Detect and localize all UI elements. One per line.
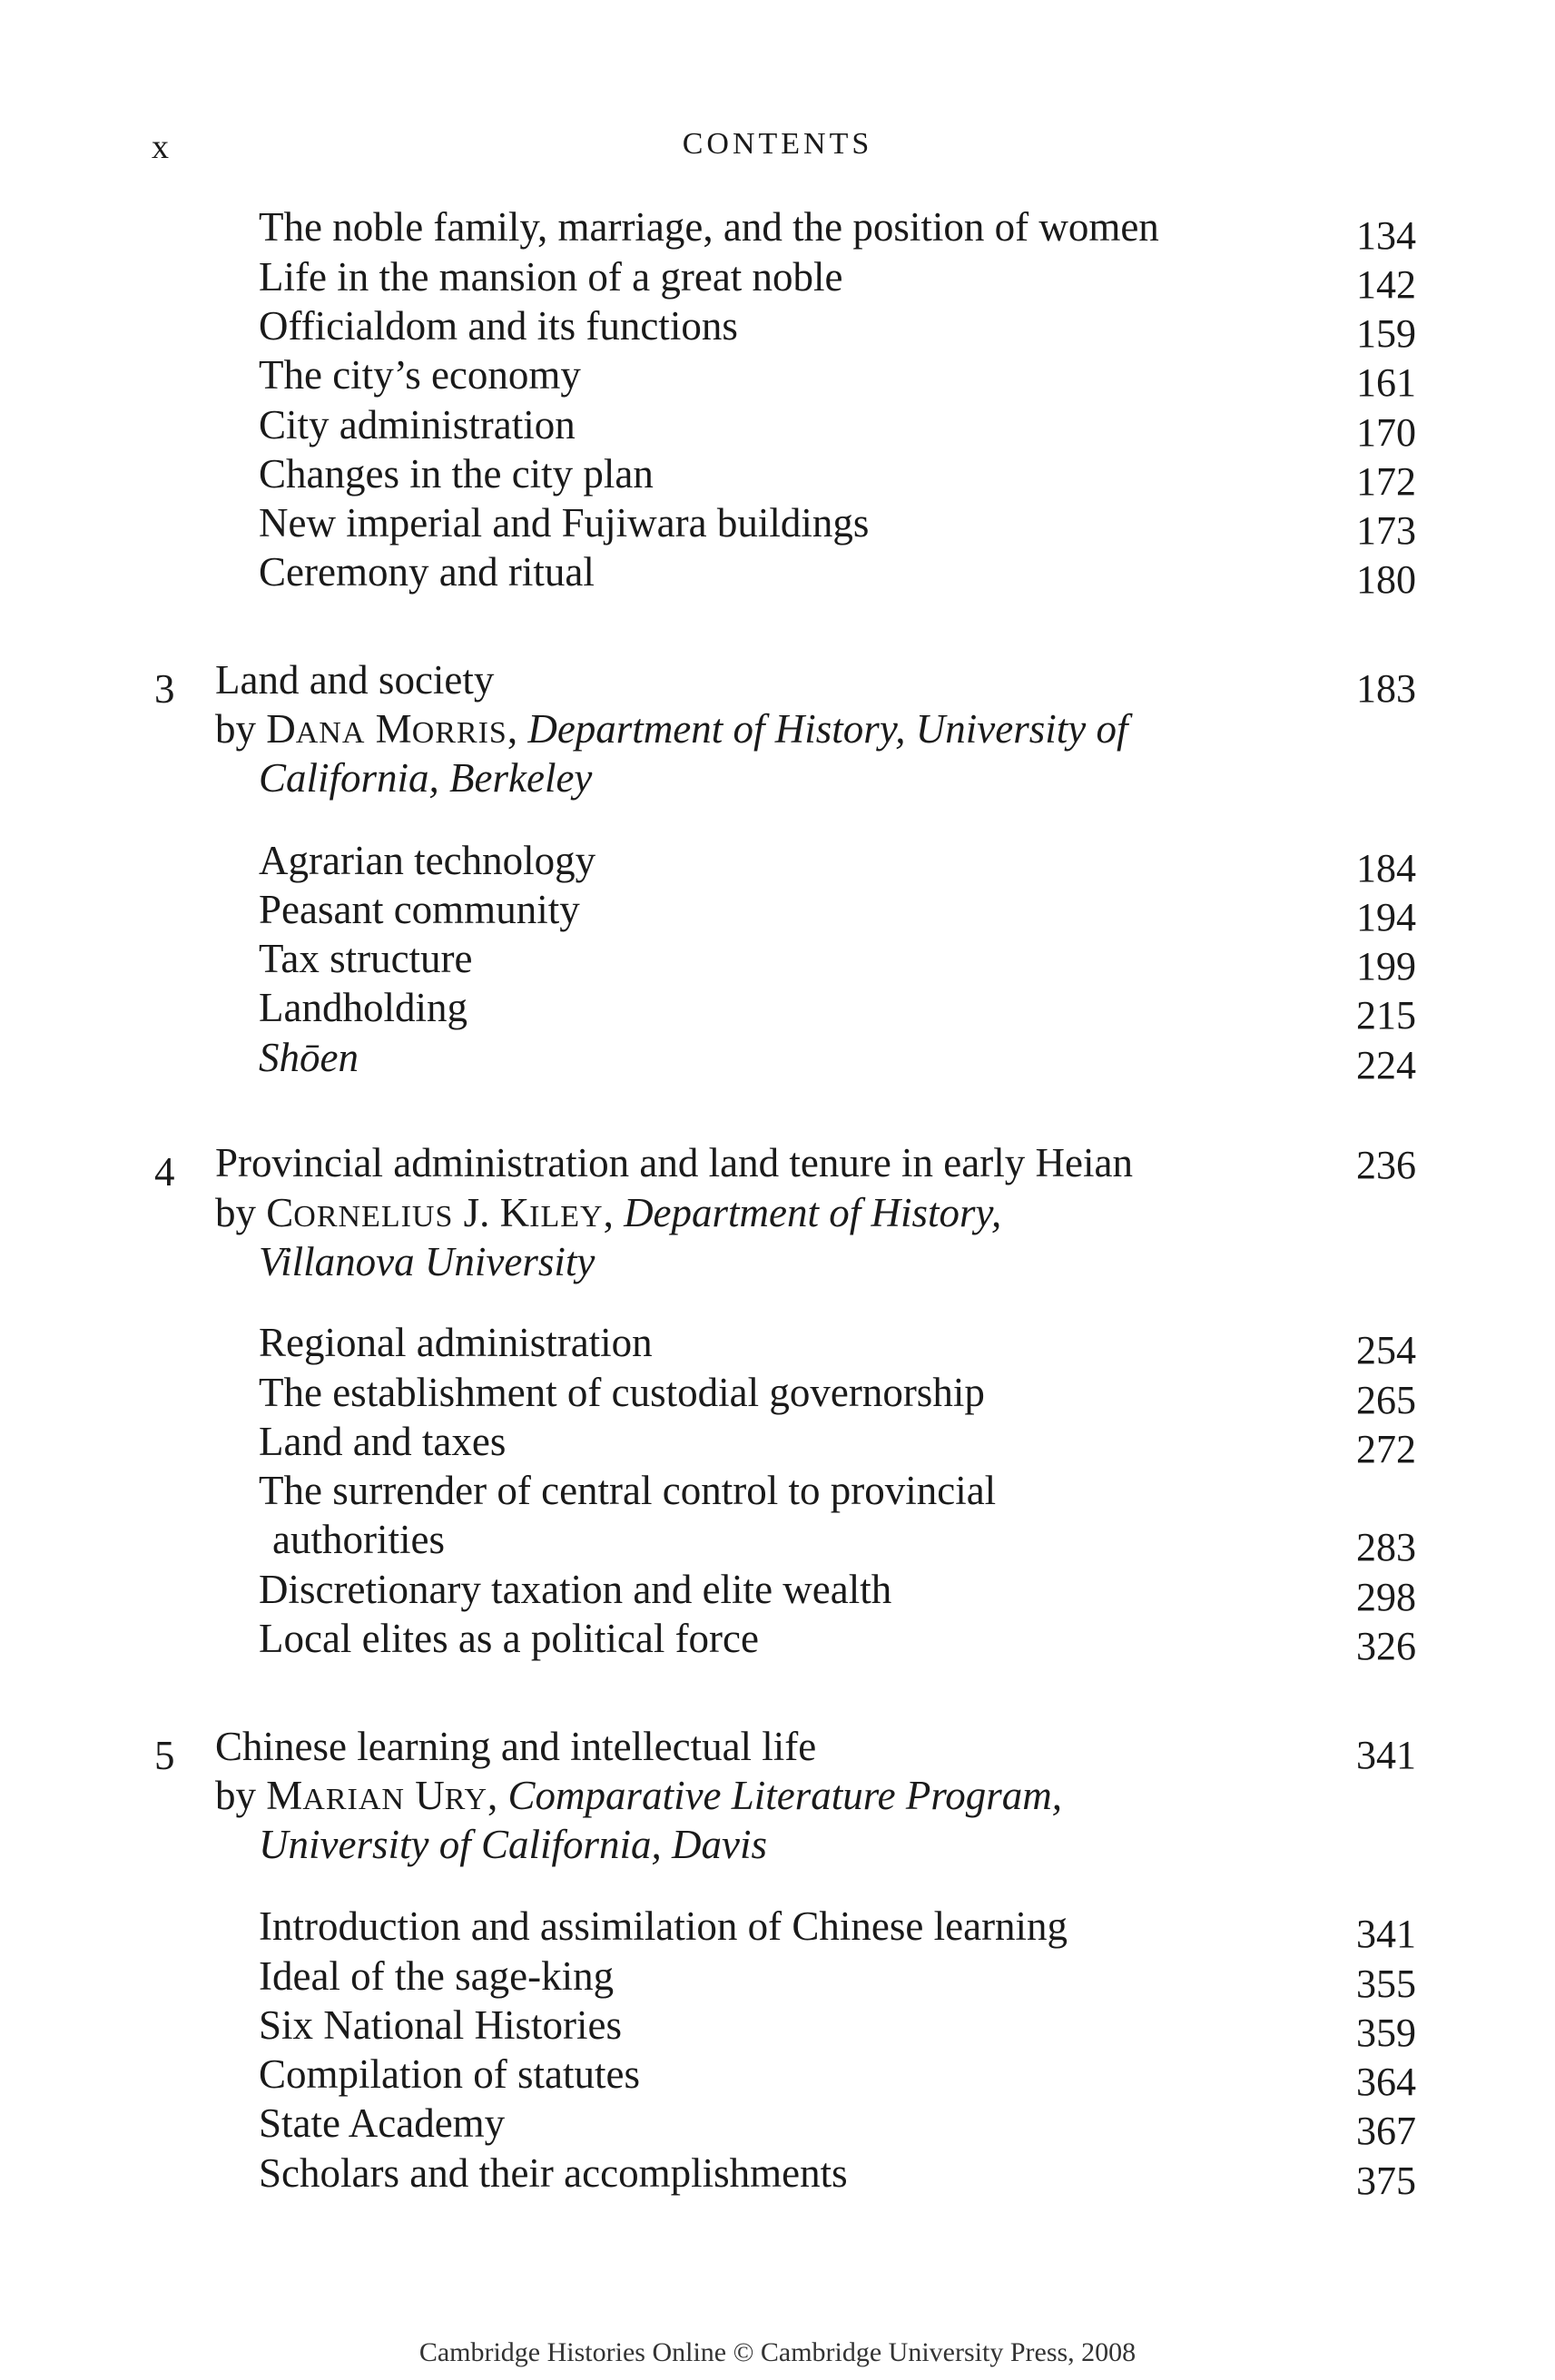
- toc-page-number: 183: [1356, 666, 1416, 711]
- toc-page-number: 375: [1356, 2159, 1416, 2203]
- author-initial: U: [415, 1773, 445, 1818]
- chapter-title[interactable]: Land and society: [215, 657, 495, 703]
- toc-page-number: 326: [1356, 1624, 1416, 1668]
- page-number: x: [152, 128, 170, 166]
- toc-page-number: 180: [1356, 557, 1416, 602]
- author-initial: M: [375, 706, 412, 752]
- toc-entry-cont[interactable]: authorities: [272, 1517, 445, 1562]
- toc-entry[interactable]: Compilation of statutes: [259, 2051, 640, 2097]
- copyright-footer: Cambridge Histories Online © Cambridge University Press, 2008: [418, 2337, 1137, 2367]
- toc-entry[interactable]: Six National Histories: [259, 2002, 622, 2048]
- chapter-number: 4: [154, 1149, 175, 1195]
- toc-entry[interactable]: Tax structure: [259, 936, 473, 981]
- byline-prefix: by: [215, 1190, 267, 1235]
- toc-entry[interactable]: New imperial and Fujiwara buildings: [259, 500, 870, 546]
- author-affiliation-cont: California, Berkeley: [259, 755, 593, 801]
- toc-page-number: 272: [1356, 1427, 1416, 1471]
- toc-page-number: 173: [1356, 508, 1416, 553]
- author-affiliation: Department of History,: [624, 1190, 1002, 1235]
- toc-page-number: 172: [1356, 459, 1416, 504]
- toc-entry[interactable]: Introduction and assimilation of Chinese learning: [259, 1903, 1068, 1949]
- toc-page-number: 134: [1356, 213, 1416, 258]
- author-initial: K: [499, 1190, 530, 1235]
- chapter-number: 5: [154, 1733, 175, 1778]
- toc-entry[interactable]: Ideal of the sage-king: [259, 1953, 615, 1999]
- byline-prefix: by: [215, 1773, 267, 1818]
- author-initial: C: [266, 1190, 294, 1235]
- toc-entry[interactable]: Scholars and their accomplishments: [259, 2150, 848, 2196]
- toc-entry[interactable]: City administration: [259, 402, 576, 447]
- toc-page-number: 159: [1356, 311, 1416, 356]
- toc-entry[interactable]: The city’s economy: [259, 352, 581, 398]
- toc-entry[interactable]: Ceremony and ritual: [259, 549, 595, 595]
- toc-page-number: 184: [1356, 846, 1416, 890]
- toc-entry[interactable]: Peasant community: [259, 887, 580, 932]
- author-affiliation: Comparative Literature Program,: [507, 1773, 1062, 1818]
- toc-page-number: 359: [1356, 2011, 1416, 2055]
- toc-entry[interactable]: Land and taxes: [259, 1419, 507, 1464]
- toc-entry[interactable]: Shōen: [259, 1035, 359, 1080]
- toc-entry[interactable]: The establishment of custodial governorship: [259, 1370, 985, 1415]
- toc-page-number: 341: [1356, 1733, 1416, 1777]
- toc-page-number: 283: [1356, 1525, 1416, 1569]
- toc-entry[interactable]: Landholding: [259, 985, 467, 1030]
- chapter-number: 3: [154, 666, 175, 712]
- byline-prefix: by: [215, 706, 267, 752]
- toc-page-number: 341: [1356, 1912, 1416, 1956]
- toc-page-number: 170: [1356, 410, 1416, 455]
- chapter-byline: by MARIAN URY, Comparative Literature Program,: [215, 1773, 1062, 1818]
- toc-entry[interactable]: Agrarian technology: [259, 838, 596, 883]
- author-affiliation-cont: University of California, Davis: [259, 1822, 767, 1867]
- author-affiliation-cont: Villanova University: [259, 1239, 595, 1284]
- author-name-rest: ORRIS: [411, 716, 507, 750]
- toc-entry[interactable]: Officialdom and its functions: [259, 303, 738, 349]
- chapter-byline: by DANA MORRIS, Department of History, University of: [215, 706, 1128, 752]
- toc-entry[interactable]: The surrender of central control to provincial: [259, 1468, 997, 1513]
- author-initial: D: [266, 706, 296, 752]
- toc-page-number: 355: [1356, 1962, 1416, 2006]
- author-name-rest: ORNELIUS: [293, 1200, 454, 1234]
- toc-page-number: 254: [1356, 1328, 1416, 1372]
- running-head: [0, 127, 1555, 182]
- chapter-title[interactable]: Provincial administration and land tenure in early Heian: [215, 1140, 1133, 1185]
- toc-entry[interactable]: State Academy: [259, 2100, 506, 2146]
- toc-page-number: 364: [1356, 2060, 1416, 2104]
- toc-page-number: 161: [1356, 360, 1416, 405]
- toc-entry[interactable]: Local elites as a political force: [259, 1616, 759, 1661]
- chapter-title[interactable]: Chinese learning and intellectual life: [215, 1724, 817, 1769]
- toc-page-number: 265: [1356, 1378, 1416, 1422]
- author-initial: M: [266, 1773, 303, 1818]
- toc-entry[interactable]: Life in the mansion of a great noble: [259, 254, 843, 300]
- toc-entry[interactable]: Discretionary taxation and elite wealth: [259, 1567, 892, 1612]
- author-middle-initial: J.: [463, 1190, 490, 1235]
- toc-entry[interactable]: Regional administration: [259, 1320, 653, 1365]
- author-name-rest: ARIAN: [302, 1783, 405, 1816]
- running-title: CONTENTS: [682, 127, 873, 161]
- toc-page-number: 215: [1356, 993, 1416, 1038]
- author-affiliation: Department of History, University of: [527, 706, 1128, 752]
- toc-page-number: 142: [1356, 262, 1416, 307]
- toc-page-number: 194: [1356, 895, 1416, 939]
- toc-page-number: 224: [1356, 1043, 1416, 1087]
- author-name-rest: ANA: [295, 716, 366, 750]
- author-name-rest: RY: [444, 1783, 488, 1816]
- toc-entry[interactable]: Changes in the city plan: [259, 451, 654, 497]
- toc-page-number: 367: [1356, 2109, 1416, 2153]
- chapter-byline: by CORNELIUS J. KILEY, Department of History,: [215, 1190, 1002, 1235]
- toc-entry[interactable]: The noble family, marriage, and the position of women: [259, 204, 1159, 250]
- toc-page-number: 298: [1356, 1575, 1416, 1619]
- author-name-rest: ILEY: [529, 1200, 604, 1234]
- toc-page-number: 236: [1356, 1143, 1416, 1187]
- toc-page-number: 199: [1356, 944, 1416, 988]
